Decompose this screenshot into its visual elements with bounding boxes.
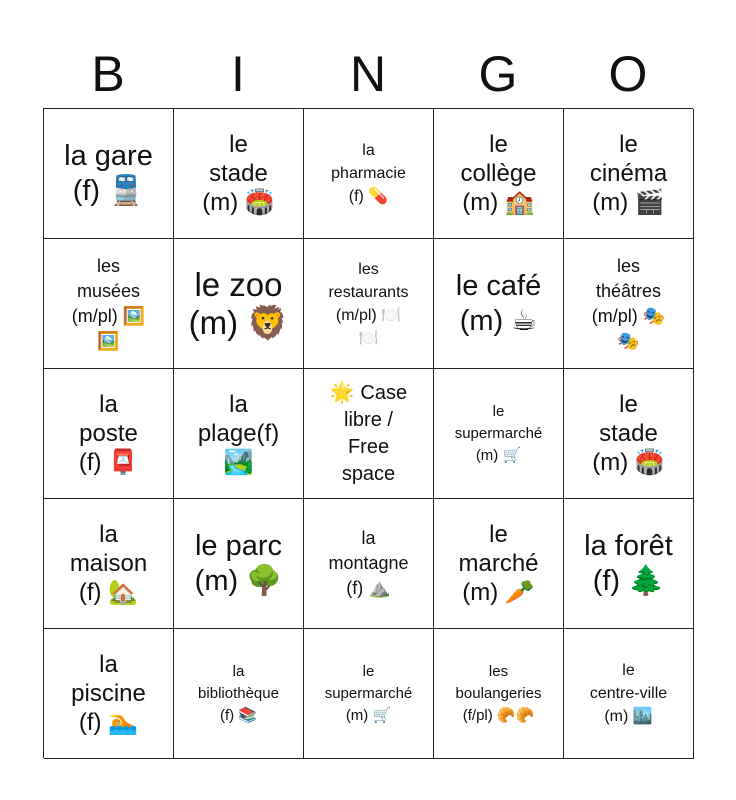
cell-text: le collège (m) 🏫: [460, 131, 537, 216]
cell-text: les boulangeries (f/pl) 🥐🥐: [455, 662, 542, 724]
bingo-cell-free-space[interactable]: [304, 369, 434, 499]
header-letter-o: O: [608, 46, 648, 102]
bingo-header: [43, 40, 693, 108]
cell-text: la montagne (f) ⛰️: [328, 528, 409, 598]
header-letter-i: I: [231, 46, 245, 102]
bingo-cell[interactable]: [564, 499, 694, 629]
cell-text: la bibliothèque (f) 📚: [198, 662, 279, 724]
bingo-cell[interactable]: [44, 239, 174, 369]
cell-text: le café (m) ☕: [455, 269, 542, 337]
header-letter-b: B: [91, 46, 125, 102]
bingo-cell[interactable]: [174, 369, 304, 499]
bingo-cell[interactable]: [434, 629, 564, 759]
cell-text: le centre-ville (m) 🏙️: [589, 662, 668, 725]
cell-text: les restaurants (m/pl) 🍽️ 🍽️: [328, 260, 409, 347]
cell-text: la piscine (f) 🏊: [71, 651, 146, 736]
bingo-cell[interactable]: [434, 369, 564, 499]
cell-text: le stade (m) 🏟️: [592, 391, 665, 476]
cell-text: le supermarché (m) 🛒: [454, 402, 543, 464]
bingo-cell[interactable]: [174, 499, 304, 629]
bingo-cell[interactable]: [44, 109, 174, 239]
cell-text: les musées (m/pl) 🖼️ 🖼️: [71, 255, 146, 351]
cell-text: le cinéma (m) 🎬: [589, 131, 668, 216]
cell-text: le zoo (m) 🦁: [188, 265, 289, 341]
bingo-cell[interactable]: [434, 239, 564, 369]
bingo-cell[interactable]: [174, 239, 304, 369]
cell-text: le supermarché (m) 🛒: [324, 662, 413, 724]
bingo-cell[interactable]: [564, 109, 694, 239]
bingo-cell[interactable]: [564, 629, 694, 759]
cell-text: la plage(f) 🏞️: [197, 391, 280, 476]
cell-text: le marché (m) 🥕: [458, 521, 539, 606]
bingo-cell[interactable]: [44, 499, 174, 629]
bingo-cell[interactable]: [564, 239, 694, 369]
bingo-cell[interactable]: [434, 109, 564, 239]
bingo-cell[interactable]: [44, 369, 174, 499]
cell-text: la forêt (f) 🌲: [584, 529, 673, 597]
cell-text: la gare (f) 🚆: [64, 139, 153, 207]
cell-text: les théâtres (m/pl) 🎭 🎭: [591, 255, 666, 351]
bingo-cell[interactable]: [304, 239, 434, 369]
bingo-cell[interactable]: [174, 629, 304, 759]
bingo-cell[interactable]: [434, 499, 564, 629]
cell-text: 🌟 Case libre / Free space: [329, 381, 408, 485]
bingo-cell[interactable]: [174, 109, 304, 239]
bingo-grid: [43, 108, 693, 758]
cell-text: le parc (m) 🌳: [194, 529, 283, 597]
cell-text: la poste (f) 📮: [78, 391, 139, 476]
header-letter-g: G: [478, 46, 518, 102]
bingo-cell[interactable]: [304, 499, 434, 629]
cell-text: le stade (m) 🏟️: [202, 131, 275, 216]
bingo-cell[interactable]: [304, 109, 434, 239]
bingo-cell[interactable]: [564, 369, 694, 499]
bingo-cell[interactable]: [44, 629, 174, 759]
cell-text: la pharmacie (f) 💊: [331, 142, 406, 205]
cell-text: la maison (f) 🏡: [69, 521, 148, 606]
bingo-cell[interactable]: [304, 629, 434, 759]
header-letter-n: N: [349, 46, 387, 102]
